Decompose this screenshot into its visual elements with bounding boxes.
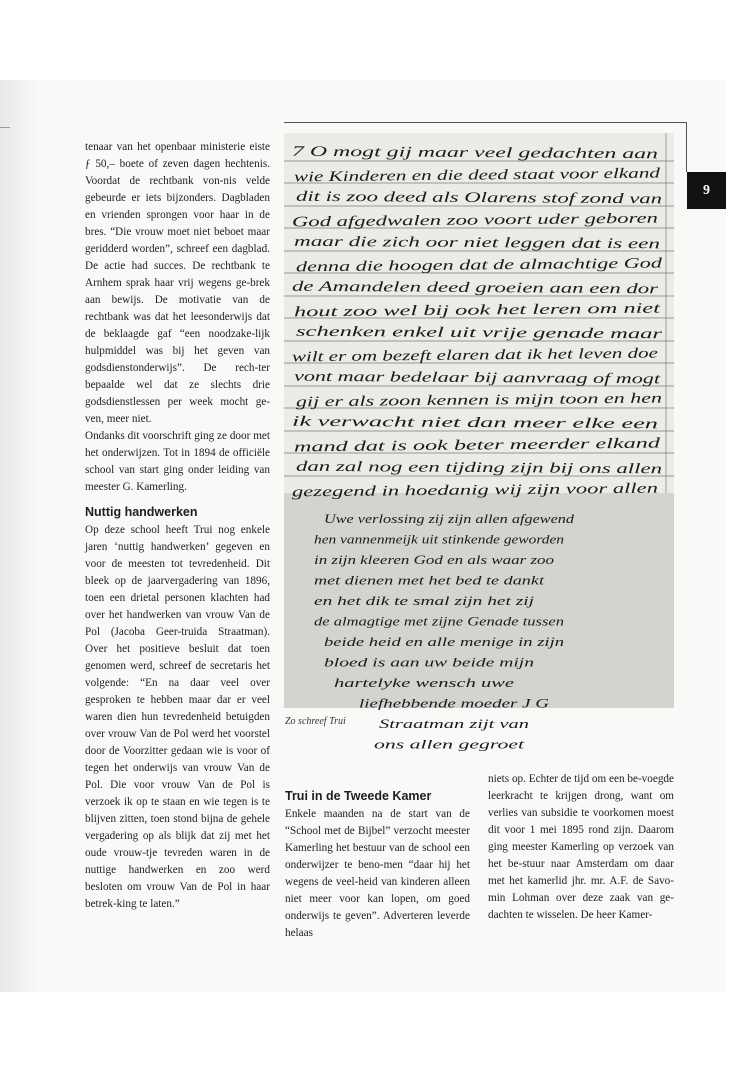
handwriting-line: hout zoo wel bij ook het leren om niet — [293, 302, 512, 321]
handwriting-line: gij er als zoon kennen is mijn toon en hen — [295, 391, 538, 411]
right-text-column — [488, 771, 674, 924]
handwriting-line: God afgedwalen zoo voort uder geboren — [291, 211, 527, 231]
paragraph: niets op. Echter de tijd om een be-voegde leerkracht te krijgen drong, want om verlies van subsidie te voorkomen moest dit voor 1 mei 1895 rond zijn. Daarom ging meester Kamerling op verzoek van het be-stuur naar Amsterdam om daar met het kamerlid jhr. mr. A.F. de Savo-min Lohman over deze zaak van ge-dachten te wisselen. De heer Kamer- — [488, 773, 674, 921]
middle-text-column — [285, 788, 470, 942]
handwriting-line: de Amandelen deed groeien aan een dor — [291, 278, 526, 297]
margin-tick — [0, 127, 10, 128]
section-heading: Trui in de Tweede Kamer — [285, 789, 432, 803]
handwriting-line: met dienen met het bed te dankt — [314, 572, 545, 588]
paragraph: Op deze school heeft Trui nog enkele jaren ‘nuttig handwerken’ gegeven en voor de meesten tot tevredenheid. Dit bleek op de jaarvergadering van 1896, toen een drietal personen klachten had over het handwerken van vrouw Van de Pol (Jacoba Geer-truida Straatman). Over het positieve besluit dat toen genomen werd, schreef de secretaris het volgende: “En na daar veel over gesproken te hebben maar dar er veel waren dien hun tevredenheid betuigden over vrouw Van de Pol werd het voorstel door de Voorzitter gedaan wie is voor of tegen het onderwijs van vrouw Van de Pol. Die voor vrouw Van de Pol is verzoek ik op te staan en wie tegen is te blijven zitten, toen stond bijna de gehele vergadering op als blijk dat zij met het oude vrouw-tje tevreden waren in de nuttige handwerken en zoo werd besloten om vrouw Van de Pol in haar betrek-king te laten.” — [85, 524, 270, 910]
handwriting-line: denna die hoogen dat de almachtige God — [295, 256, 536, 276]
left-text-column — [85, 139, 270, 913]
handwriting-line: mand dat is ook beter meerder elkand — [293, 437, 514, 456]
handwriting-line: Straatman zijt van — [379, 716, 529, 731]
handwriting-line: en het dik te smal zijn het zij — [314, 593, 535, 608]
page-number-tab — [687, 172, 726, 209]
handwriting-line: hartelyke wensch uwe — [334, 675, 515, 690]
header-rule — [284, 122, 686, 123]
paragraph: Ondanks dit voorschrift ging ze door met het onderwijzen. Tot in 1894 de officiële school van start ging onder leiding van meester G. Kamerling. — [85, 430, 270, 493]
header-rule-vertical — [686, 122, 687, 172]
book-spine-shadow — [0, 80, 38, 992]
handwriting-line: ons allen gegroet — [374, 736, 525, 752]
handwriting-line: wie Kinderen en die deed staat voor elkand — [293, 166, 546, 186]
handwriting-line: maar die zich oor niet leggen dat is een — [293, 233, 524, 252]
handwriting-line: in zijn kleeren God en als waar zoo — [314, 552, 555, 567]
image-caption: Zo schreef Trui — [285, 716, 346, 727]
handwriting-line: liefhebbende moeder J G — [359, 695, 550, 711]
section-heading: Nuttig handwerken — [85, 505, 198, 519]
handwriting-line: wilt er om bezeft elaren dat ik het leven doe — [291, 346, 545, 366]
handwriting-line: vont maar bedelaar bij aanvraag of mogt — [293, 368, 535, 387]
page-number: 9 — [703, 182, 710, 198]
handwriting-line: de almagtige met zijne Genade tussen — [314, 613, 564, 629]
handwriting-line: dit is zoo deed als Olarens stof zond van — [295, 188, 530, 207]
handwriting-line: ik verwacht niet dan meer elke een — [291, 413, 494, 432]
paragraph: tenaar van het openbaar ministerie eiste ƒ 50,– boete of zeven dagen hechtenis. Voordat de rechtbank von-nis velde gebeurde er iets bijzonders. Dagbladen en vrienden sprongen voor haar in de bres. “Die vrouw moet niet beboet maar geridderd worden”, schreef een dagblad. De actie had succes. De rechtbank te Arnhem sprak haar vrij wegens ge-brek aan bewijs. De motivatie van de rechtbank was dat het leesonderwijs dat de beklaagde gaf “een noodzake-lijk hulpmiddel was bij het geven van godsdienstonderwijs”. De rech-ter bepaalde wel dat ze slechts drie godsdienstlessen per week mocht ge-ven, meer niet. — [85, 141, 270, 425]
handwriting-line: bloed is aan uw beide mijn — [324, 654, 534, 670]
handwriting-line: beide heid en alle menige in zijn — [324, 634, 564, 649]
handwriting-line: Uwe verlossing zij zijn allen afgewend — [324, 511, 575, 526]
handwriting-line: gezegend in hoedanig wij zijn voor allen — [291, 481, 528, 501]
handwriting-line: dan zal nog een tijding zijn bij ons allen — [295, 458, 529, 477]
handwriting-line: schenken enkel uit vrije genade maar — [295, 323, 513, 342]
paragraph: Enkele maanden na de start van de “School met de Bijbel” verzocht meester Kamerling het bestuur van de school een onderwijzer te beno-men “daar hij het wegens de veel-heid van kinderen alleen niet meer voor kan lopen, om goed onderwijs te geven”. Adverteren leverde helaas — [285, 808, 470, 939]
handwriting-line: hen vannenmeijk uit stinkende geworden — [314, 531, 564, 547]
handwriting-line: 7 O mogt gij maar veel gedachten aan — [291, 143, 515, 162]
